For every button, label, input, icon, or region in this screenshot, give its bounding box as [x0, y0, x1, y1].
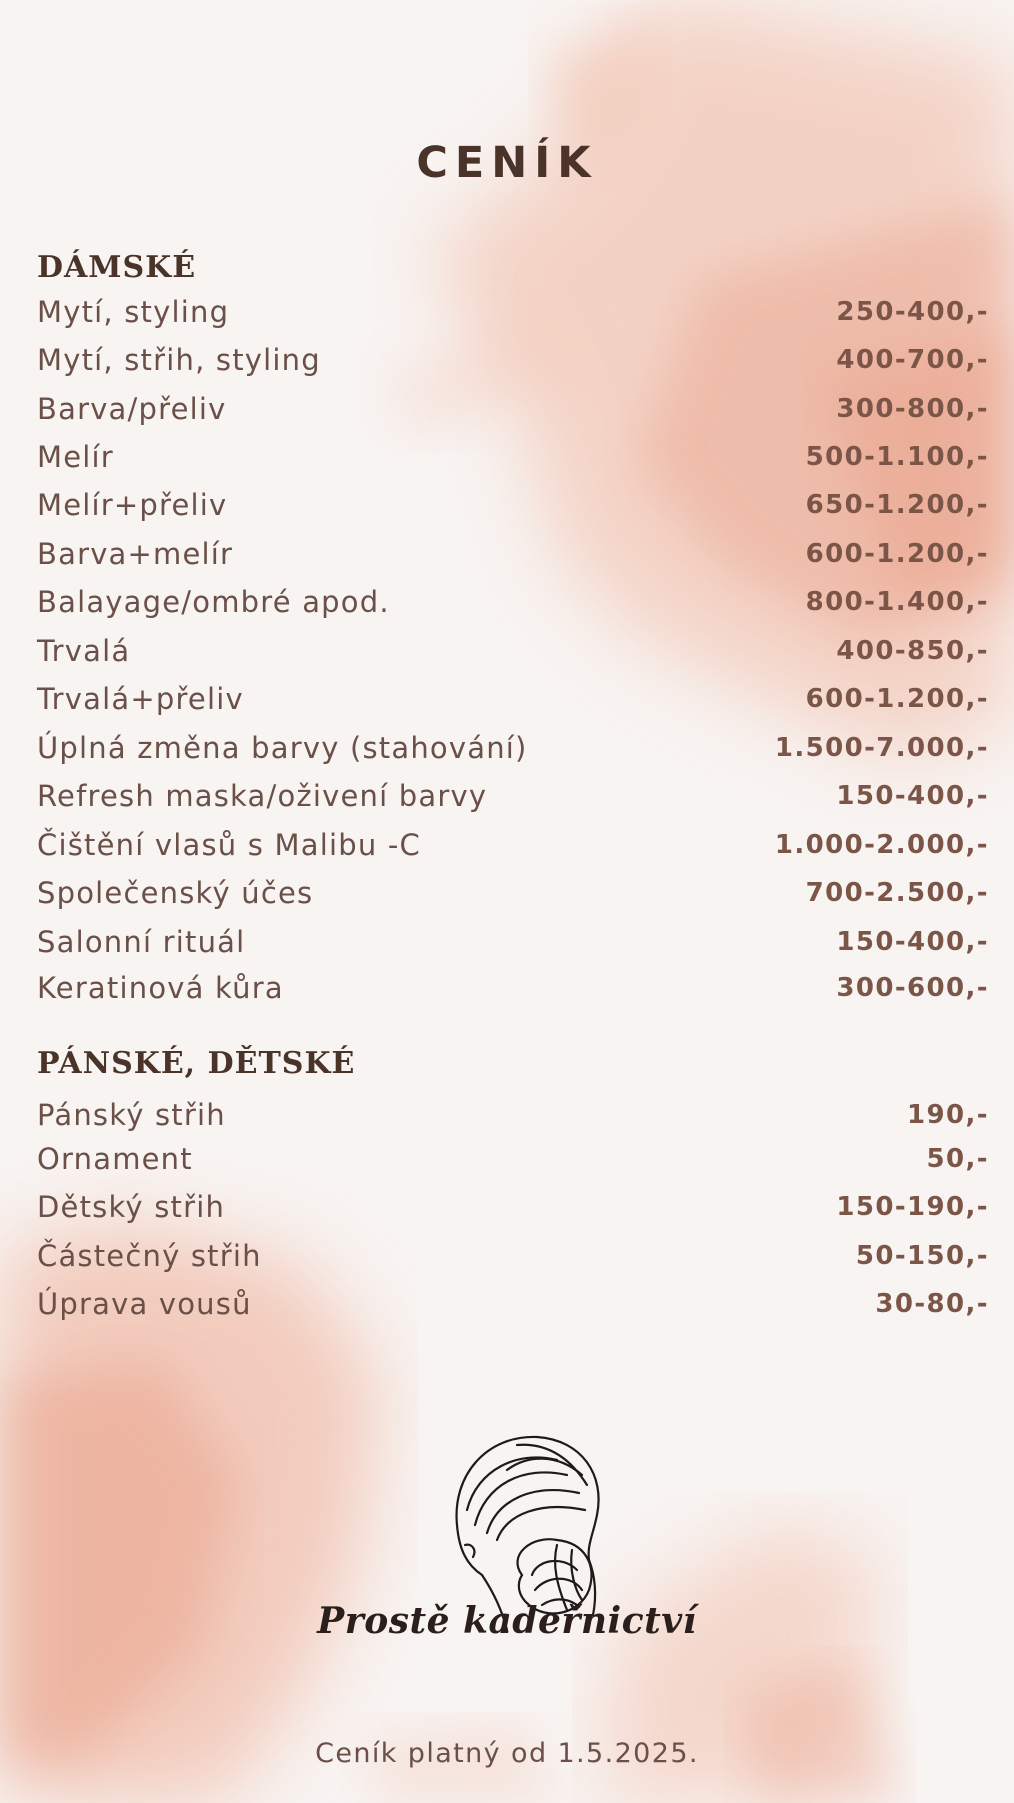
- service-name: Keratinová kůra: [37, 971, 284, 1005]
- service-name: Pánský střih: [37, 1098, 226, 1132]
- service-price: 50-150,-: [855, 1241, 989, 1271]
- validity-note: Ceník platný od 1.5.2025.: [315, 1738, 699, 1769]
- price-row: [37, 340, 989, 380]
- price-row: [37, 582, 989, 622]
- price-row: [37, 728, 989, 768]
- price-row: [37, 485, 989, 525]
- price-row: [37, 968, 989, 1008]
- price-row: [37, 1284, 989, 1324]
- page-title: CENÍK: [416, 138, 598, 188]
- service-price: 400-850,-: [836, 636, 989, 666]
- section-heading-men-kids: PÁNSKÉ, DĚTSKÉ: [37, 1046, 356, 1081]
- price-row: [37, 679, 989, 719]
- service-price: 800-1.400,-: [805, 587, 989, 617]
- price-row: [37, 922, 989, 962]
- service-price: 600-1.200,-: [805, 539, 989, 569]
- service-name: Balayage/ombré apod.: [37, 585, 390, 619]
- service-name: Dětský střih: [37, 1190, 226, 1224]
- service-price: 500-1.100,-: [805, 442, 989, 472]
- service-name: Trvalá: [37, 634, 131, 668]
- service-name: Čištění vlasů s Malibu -C: [37, 828, 421, 862]
- service-price: 30-80,-: [875, 1289, 989, 1319]
- price-row: [37, 534, 989, 574]
- service-name: Ornament: [37, 1142, 193, 1176]
- service-price: 190,-: [907, 1100, 989, 1130]
- service-name: Melír: [37, 440, 114, 474]
- brand-name: Prostě kadeřnictví: [317, 1600, 697, 1642]
- service-price: 300-600,-: [836, 973, 989, 1003]
- price-row: [37, 1095, 989, 1135]
- price-row: [37, 1187, 989, 1227]
- price-row: [37, 631, 989, 671]
- price-row: [37, 1139, 989, 1179]
- price-row: [37, 873, 989, 913]
- service-name: Úprava vousů: [37, 1287, 252, 1321]
- service-price: 700-2.500,-: [805, 878, 989, 908]
- service-price: 1.000-2.000,-: [774, 830, 989, 860]
- price-row: [37, 825, 989, 865]
- service-name: Mytí, střih, styling: [37, 343, 321, 377]
- price-row: [37, 389, 989, 429]
- service-price: 50,-: [926, 1144, 989, 1174]
- service-name: Barva+melír: [37, 537, 234, 571]
- service-name: Melír+přeliv: [37, 488, 228, 522]
- service-name: Trvalá+přeliv: [37, 682, 244, 716]
- service-price: 150-400,-: [836, 781, 989, 811]
- price-row: [37, 776, 989, 816]
- service-name: Salonní rituál: [37, 925, 246, 959]
- service-name: Barva/přeliv: [37, 392, 227, 426]
- service-price: 150-400,-: [836, 927, 989, 957]
- service-price: 150-190,-: [836, 1192, 989, 1222]
- service-name: Mytí, styling: [37, 295, 230, 329]
- price-row: [37, 437, 989, 477]
- section-heading-ladies: DÁMSKÉ: [37, 250, 197, 285]
- service-price: 600-1.200,-: [805, 684, 989, 714]
- service-price: 650-1.200,-: [805, 490, 989, 520]
- service-price: 1.500-7.000,-: [774, 733, 989, 763]
- service-name: Společenský účes: [37, 876, 314, 910]
- service-price: 300-800,-: [836, 394, 989, 424]
- service-name: Částečný střih: [37, 1239, 262, 1273]
- service-name: Refresh maska/oživení barvy: [37, 779, 488, 813]
- price-row: [37, 292, 989, 332]
- service-name: Úplná změna barvy (stahování): [37, 731, 528, 765]
- service-price: 400-700,-: [836, 345, 989, 375]
- price-row: [37, 1236, 989, 1276]
- service-price: 250-400,-: [836, 297, 989, 327]
